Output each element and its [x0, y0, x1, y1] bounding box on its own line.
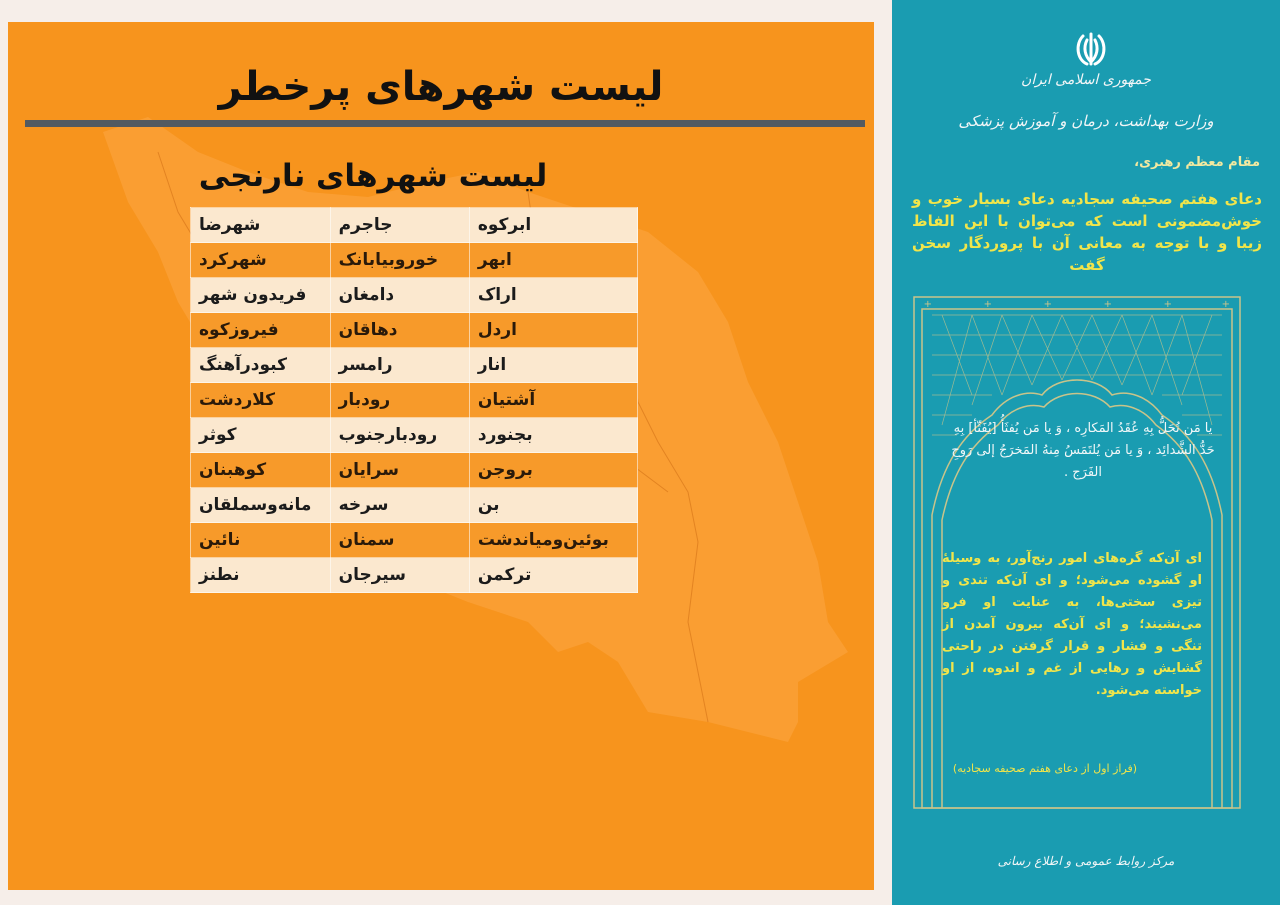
svg-text:+: + — [1221, 299, 1230, 310]
city-cell: دهاقان — [330, 313, 469, 348]
svg-text:+: + — [1163, 299, 1172, 310]
city-cell: نطنز — [191, 558, 331, 593]
table-row — [191, 313, 638, 348]
table-row — [191, 243, 638, 278]
table-row — [191, 488, 638, 523]
section-subtitle: لیست شهرهای نارنجی — [198, 158, 548, 194]
city-cell: فریدون شهر — [191, 278, 331, 313]
cities-table — [190, 207, 638, 593]
city-cell: سمنان — [330, 523, 469, 558]
svg-text:+: + — [1103, 299, 1112, 310]
table-row — [191, 453, 638, 488]
orange-cities-panel — [8, 22, 874, 890]
city-cell: سیرجان — [330, 558, 469, 593]
table-row — [191, 208, 638, 243]
city-cell: مانه‌وسملقان — [191, 488, 331, 523]
city-cell: کلاردشت — [191, 383, 331, 418]
city-cell: دامغان — [330, 278, 469, 313]
city-cell: رودبار — [330, 383, 469, 418]
city-cell: شهرضا — [191, 208, 331, 243]
leader-label: مقام معظم رهبری، — [1134, 155, 1260, 170]
persian-translation-text: ای آن‌که گره‌های امور رنج‌آور، به وسیلهٔ او گشوده می‌شود؛ و ای آن‌که تندی و تیزی سختی‌ها، به عنایت او فرو می‌نشیند؛ و ای آن‌که بیرون آمدن از تنگی و فشار و قرار گرفتن در راحتی گشایش و رهایی از غم و اندوه، از او خواسته می‌شود. — [942, 551, 1202, 698]
city-cell: بوئین‌ومیاندشت — [469, 523, 637, 558]
svg-text:+: + — [983, 299, 992, 310]
city-cell: اردل — [469, 313, 637, 348]
city-cell: رودبارجنوب — [330, 418, 469, 453]
svg-text:+: + — [923, 299, 932, 310]
prayer-source-label: (فراز اول از دعای هفتم صحیفه سجادیه) — [952, 762, 1138, 775]
city-cell: کبودرآهنگ — [191, 348, 331, 383]
footer-organization: مرکز روابط عمومی و اطلاع رسانی — [997, 854, 1175, 868]
city-cell: کوهبنان — [191, 453, 331, 488]
city-cell: سرخه — [330, 488, 469, 523]
city-cell: آشتیان — [469, 383, 637, 418]
city-cell: بن — [469, 488, 637, 523]
table-row — [191, 348, 638, 383]
city-cell: شهرکرد — [191, 243, 331, 278]
table-row — [191, 558, 638, 593]
svg-text:+: + — [1043, 299, 1052, 310]
city-cell: سرایان — [330, 453, 469, 488]
title-divider — [25, 120, 865, 127]
iran-emblem-icon — [1071, 30, 1111, 70]
table-row — [191, 418, 638, 453]
table-row — [191, 523, 638, 558]
page-title: لیست شهرهای پرخطر — [218, 64, 664, 110]
city-cell: کوثر — [191, 418, 331, 453]
city-cell: فیروزکوه — [191, 313, 331, 348]
city-cell: بجنورد — [469, 418, 637, 453]
city-cell: جاجرم — [330, 208, 469, 243]
city-cell: رامسر — [330, 348, 469, 383]
city-cell: اراک — [469, 278, 637, 313]
city-cell: انار — [469, 348, 637, 383]
city-cell: ترکمن — [469, 558, 637, 593]
ministry-panel — [892, 0, 1280, 905]
table-row — [191, 383, 638, 418]
city-cell: خوروبیابانک — [330, 243, 469, 278]
arabic-prayer-text: یا مَن تُحَلُّ بِهِ عُقَدُ المَکارِه ، وَ یا مَن یُفثَأُ [یُفَثّأ] بِهِ حَدُّ الشَّدائِد ، وَ یا مَن یُلتَمَسُ مِنهُ المَخرَجُ إلی رَوحِ الفَرَج . — [951, 421, 1215, 480]
city-cell: ابرکوه — [469, 208, 637, 243]
table-row — [191, 278, 638, 313]
ministry-label: وزارت بهداشت، درمان و آموزش پزشکی — [958, 112, 1214, 130]
republic-label: جمهوری اسلامی ایران — [1021, 72, 1151, 88]
leader-quote: دعای هفتم صحیفه سجادیه دعای بسیار خوب و خوش‌مضمونی است که می‌توان با این الفاظ زیبا و با توجه به معانی آن با پروردگار سخن گفت — [912, 190, 1262, 274]
city-cell: نائین — [191, 523, 331, 558]
city-cell: بروجن — [469, 453, 637, 488]
city-cell: ابهر — [469, 243, 637, 278]
